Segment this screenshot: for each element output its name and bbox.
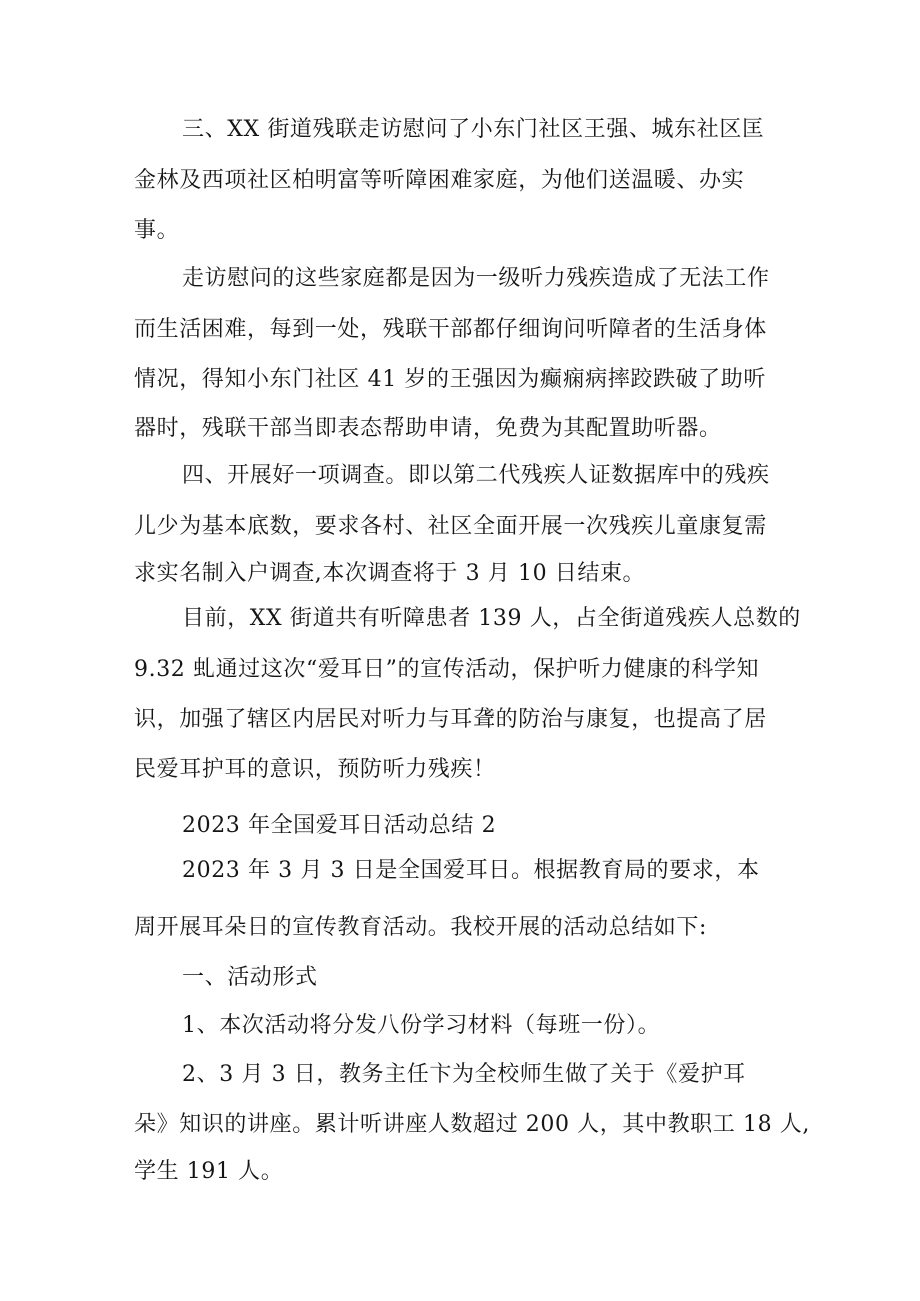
paragraph-4-line-1: 四、开展好一项调查。即以第二代残疾人证数据库中的残疾 <box>182 463 770 488</box>
section-title: 2023 年全国爱耳日活动总结 2 <box>182 813 497 838</box>
paragraph-3-line-3: 事。 <box>134 218 180 243</box>
paragraph-3-line-2: 金林及西项社区柏明富等听障困难家庭，为他们送温暖、办实 <box>134 168 745 193</box>
intro-paragraph-line-2: 周开展耳朵日的宣传教育活动。我校开展的活动总结如下: <box>134 915 708 940</box>
paragraph-3-line-1: 三、XX 街道残联走访慰问了小东门社区王强、城东社区匡 <box>182 117 765 142</box>
list-item-2-line-3: 学生 191 人。 <box>134 1159 284 1184</box>
visit-paragraph-line-4: 器时，残联干部当即表态帮助申请，免费为其配置助听器。 <box>134 416 722 441</box>
summary-paragraph-line-2: 9.32 虬通过这次“爱耳日”的宣传活动，保护听力健康的科学知 <box>134 657 760 682</box>
list-item-2-line-1: 2、3 月 3 日，教务主任卞为全校师生做了关于《爱护耳 <box>182 1062 746 1087</box>
visit-paragraph-line-2: 而生活困难，每到一处，残联干部都仔细询问听障者的生活身体 <box>134 317 767 342</box>
visit-paragraph-line-1: 走访慰问的这些家庭都是因为一级听力残疾造成了无法工作 <box>182 266 770 291</box>
subheading-activity-form: 一、活动形式 <box>182 965 318 990</box>
intro-paragraph-line-1: 2023 年 3 月 3 日是全国爱耳日。根据教育局的要求，本 <box>182 858 760 883</box>
summary-paragraph-line-3: 识，加强了辖区内居民对听力与耳聋的防治与康复，也提高了居 <box>134 707 767 732</box>
paragraph-4-line-3: 求实名制入户调查,本次调查将于 3 月 10 日结束。 <box>134 561 646 586</box>
visit-paragraph-line-3: 情况，得知小东门社区 41 岁的王强因为癫痫病摔跤跌破了助听 <box>134 367 766 392</box>
paragraph-4-line-2: 儿少为基本底数，要求各村、社区全面开展一次残疾儿童康复需 <box>134 514 767 539</box>
list-item-1: 1、本次活动将分发八份学习材料（每班一份）。 <box>182 1013 661 1038</box>
summary-paragraph-line-1: 目前，XX 街道共有听障患者 139 人，占全街道残疾人总数的 <box>182 606 801 631</box>
summary-paragraph-line-4: 民爱耳护耳的意识，预防听力残疾！ <box>134 757 496 782</box>
list-item-2-line-2: 朵》知识的讲座。累计听讲座人数超过 200 人，其中教职工 18 人, <box>134 1112 810 1137</box>
